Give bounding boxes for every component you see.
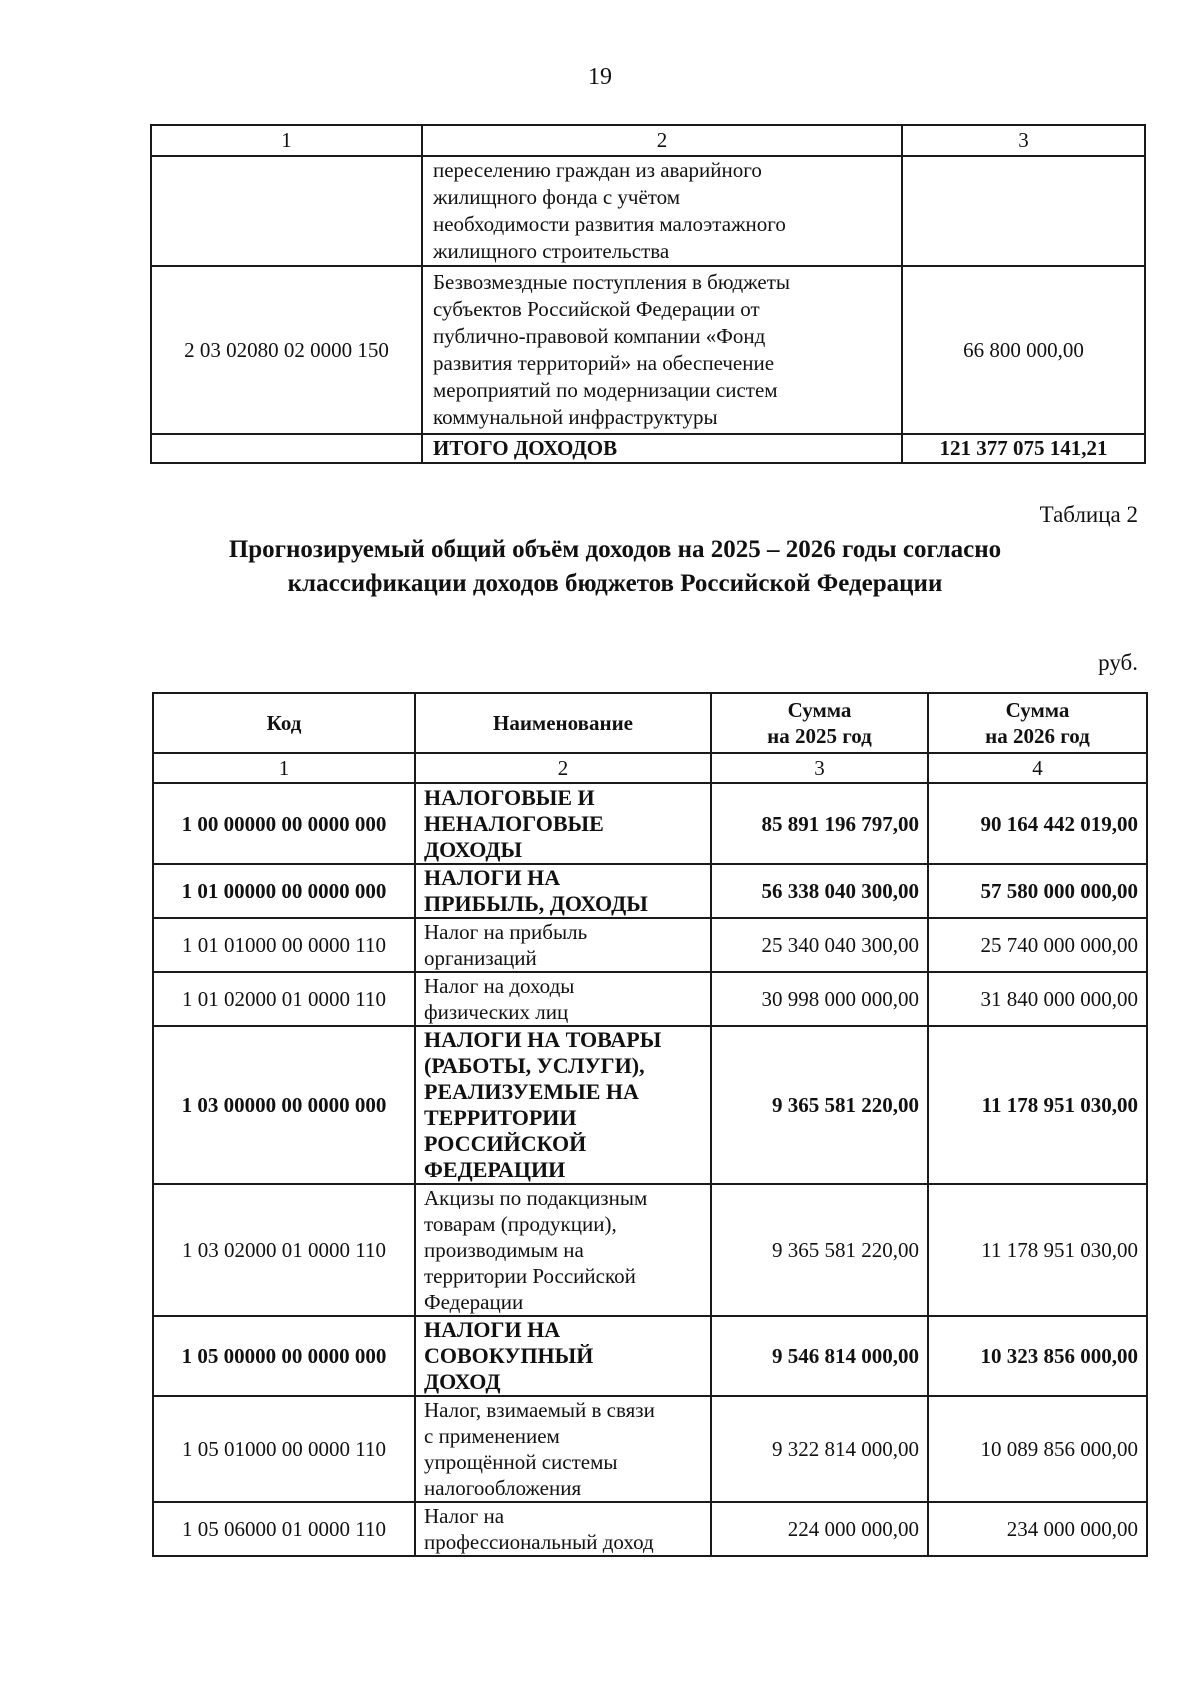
- table-row-group: [153, 783, 1147, 864]
- name-line: РОССИЙСКОЙ: [424, 1131, 587, 1156]
- name-cell: [422, 266, 902, 434]
- sum-cell: 66 800 000,00: [902, 266, 1145, 434]
- table-header-row: [153, 693, 1147, 753]
- table-label: Таблица 2: [1039, 502, 1138, 527]
- code-cell: 1 03 02000 01 0000 110: [153, 1184, 415, 1316]
- column-index-1: 1: [151, 125, 422, 156]
- table-row: [153, 972, 1147, 1026]
- name-line: физических лиц: [424, 1000, 569, 1024]
- name-line: Налог на доходы: [424, 974, 575, 998]
- name-line: развития территорий» на обеспечение: [433, 351, 775, 375]
- name-line: публично-правовой компании «Фонд: [433, 324, 766, 348]
- sum-2025-cell: 30 998 000 000,00: [711, 972, 928, 1026]
- sum-2025-cell: 9 365 581 220,00: [711, 1026, 928, 1184]
- header-line: Сумма: [1005, 698, 1070, 722]
- name-cell: [415, 1502, 711, 1556]
- table-title: [130, 533, 1100, 601]
- name-line: жилищного фонда с учётом: [433, 185, 681, 209]
- name-line: НАЛОГИ НА ТОВАРЫ: [424, 1027, 662, 1052]
- total-row: [151, 434, 1145, 463]
- sum-2026-cell: 90 164 442 019,00: [928, 783, 1147, 864]
- name-line: профессиональный доход: [424, 1530, 654, 1554]
- sum-2025-cell: 9 365 581 220,00: [711, 1184, 928, 1316]
- table-row: [153, 918, 1147, 972]
- table-body: [153, 783, 1147, 1556]
- sum-2026-cell: 31 840 000 000,00: [928, 972, 1147, 1026]
- table-row: [151, 266, 1145, 434]
- name-line: мероприятий по модернизации систем: [433, 378, 778, 402]
- empty-sum-cell: [902, 156, 1145, 266]
- name-cell: [415, 864, 711, 918]
- header-line: на 2026 год: [985, 724, 1090, 748]
- name-line: жилищного строительства: [433, 239, 670, 263]
- name-line: с применением: [424, 1424, 560, 1448]
- sum-2025-cell: 85 891 196 797,00: [711, 783, 928, 864]
- name-cell: [415, 918, 711, 972]
- name-cell: [415, 1316, 711, 1396]
- table-row: [153, 1184, 1147, 1316]
- column-index-3: 3: [902, 125, 1145, 156]
- revenue-table-continued: [150, 124, 1146, 464]
- name-line: Федерации: [424, 1290, 524, 1314]
- total-label: ИТОГО ДОХОДОВ: [422, 434, 902, 463]
- column-index-3: 3: [711, 753, 928, 783]
- name-cell: [415, 783, 711, 864]
- name-line: товарам (продукции),: [424, 1212, 617, 1236]
- name-line: ДОХОДЫ: [424, 836, 523, 862]
- name-line: коммунальной инфраструктуры: [433, 405, 718, 429]
- title-line: Прогнозируемый общий объём доходов на 2025 – 2026 годы согласно: [228, 536, 1002, 563]
- column-index-row: [153, 753, 1147, 783]
- code-cell: 1 01 02000 01 0000 110: [153, 972, 415, 1026]
- sum-2026-cell: 234 000 000,00: [928, 1502, 1147, 1556]
- empty-code-cell: [151, 434, 422, 463]
- column-index-2: 2: [422, 125, 902, 156]
- sum-2025-cell: 9 322 814 000,00: [711, 1396, 928, 1502]
- name-line: Безвозмездные поступления в бюджеты: [433, 270, 790, 294]
- name-line: НАЛОГИ НА: [424, 865, 561, 890]
- table-row: [153, 1502, 1147, 1556]
- page-number: 19: [588, 64, 612, 90]
- table-row: [153, 1396, 1147, 1502]
- header-sum-2026: [928, 693, 1147, 753]
- name-line: организаций: [424, 946, 537, 970]
- unit-label: руб.: [1098, 650, 1138, 675]
- column-index-4: 4: [928, 753, 1147, 783]
- code-cell: 1 03 00000 00 0000 000: [153, 1026, 415, 1184]
- code-cell: 1 05 01000 00 0000 110: [153, 1396, 415, 1502]
- name-line: упрощённой системы: [424, 1450, 618, 1474]
- title-line: классификации доходов бюджетов Российской Федерации: [287, 570, 943, 597]
- sum-2025-cell: 224 000 000,00: [711, 1502, 928, 1556]
- name-line: Налог, взимаемый в связи: [424, 1398, 655, 1422]
- name-cell: [415, 1396, 711, 1502]
- name-line: территории Российской: [424, 1264, 636, 1288]
- header-line: на 2025 год: [767, 724, 872, 748]
- code-cell: 1 00 00000 00 0000 000: [153, 783, 415, 864]
- sum-2025-cell: 56 338 040 300,00: [711, 864, 928, 918]
- name-line: Акцизы по подакцизным: [424, 1186, 648, 1210]
- name-line: ФЕДЕРАЦИИ: [424, 1157, 566, 1182]
- column-index-2: 2: [415, 753, 711, 783]
- name-line: Налог на прибыль: [424, 920, 588, 944]
- header-name: Наименование: [415, 693, 711, 753]
- name-line: производимым на: [424, 1238, 584, 1262]
- name-line: ПРИБЫЛЬ, ДОХОДЫ: [424, 891, 648, 916]
- header-code: Код: [153, 693, 415, 753]
- name-line: налогообложения: [424, 1476, 582, 1500]
- table-row-group: [153, 864, 1147, 918]
- code-cell: 2 03 02080 02 0000 150: [151, 266, 422, 434]
- sum-2025-cell: 25 340 040 300,00: [711, 918, 928, 972]
- name-line: Налог на: [424, 1504, 505, 1528]
- forecast-revenue-table: [152, 692, 1148, 1557]
- name-cell: [415, 1184, 711, 1316]
- name-line: (РАБОТЫ, УСЛУГИ),: [424, 1053, 645, 1078]
- name-line: РЕАЛИЗУЕМЫЕ НА: [424, 1079, 639, 1104]
- header-sum-2025: [711, 693, 928, 753]
- sum-2026-cell: 10 089 856 000,00: [928, 1396, 1147, 1502]
- sum-2026-cell: 57 580 000 000,00: [928, 864, 1147, 918]
- name-line: СОВОКУПНЫЙ: [424, 1343, 594, 1368]
- name-cell: [415, 972, 711, 1026]
- code-cell: 1 05 00000 00 0000 000: [153, 1316, 415, 1396]
- name-line: НЕНАЛОГОВЫЕ: [424, 810, 604, 836]
- column-index-1: 1: [153, 753, 415, 783]
- name-line: переселению граждан из аварийного: [433, 158, 762, 182]
- table-row: [151, 156, 1145, 266]
- table-row-group: [153, 1316, 1147, 1396]
- name-line: субъектов Российской Федерации от: [433, 297, 760, 321]
- code-cell: 1 01 01000 00 0000 110: [153, 918, 415, 972]
- sum-2026-cell: 11 178 951 030,00: [928, 1026, 1147, 1184]
- name-cell: [415, 1026, 711, 1184]
- total-sum: 121 377 075 141,21: [902, 434, 1145, 463]
- empty-code-cell: [151, 156, 422, 266]
- name-line: ДОХОД: [424, 1369, 501, 1394]
- sum-2025-cell: 9 546 814 000,00: [711, 1316, 928, 1396]
- code-cell: 1 05 06000 01 0000 110: [153, 1502, 415, 1556]
- name-line: НАЛОГОВЫЕ И: [424, 784, 595, 810]
- table-header-row: [151, 125, 1145, 156]
- name-line: необходимости развития малоэтажного: [433, 212, 786, 236]
- name-line: НАЛОГИ НА: [424, 1317, 561, 1342]
- continuation-name-cell: [422, 156, 902, 266]
- sum-2026-cell: 11 178 951 030,00: [928, 1184, 1147, 1316]
- table-row-group: [153, 1026, 1147, 1184]
- header-line: Сумма: [787, 698, 852, 722]
- name-line: ТЕРРИТОРИИ: [424, 1105, 577, 1130]
- code-cell: 1 01 00000 00 0000 000: [153, 864, 415, 918]
- sum-2026-cell: 10 323 856 000,00: [928, 1316, 1147, 1396]
- sum-2026-cell: 25 740 000 000,00: [928, 918, 1147, 972]
